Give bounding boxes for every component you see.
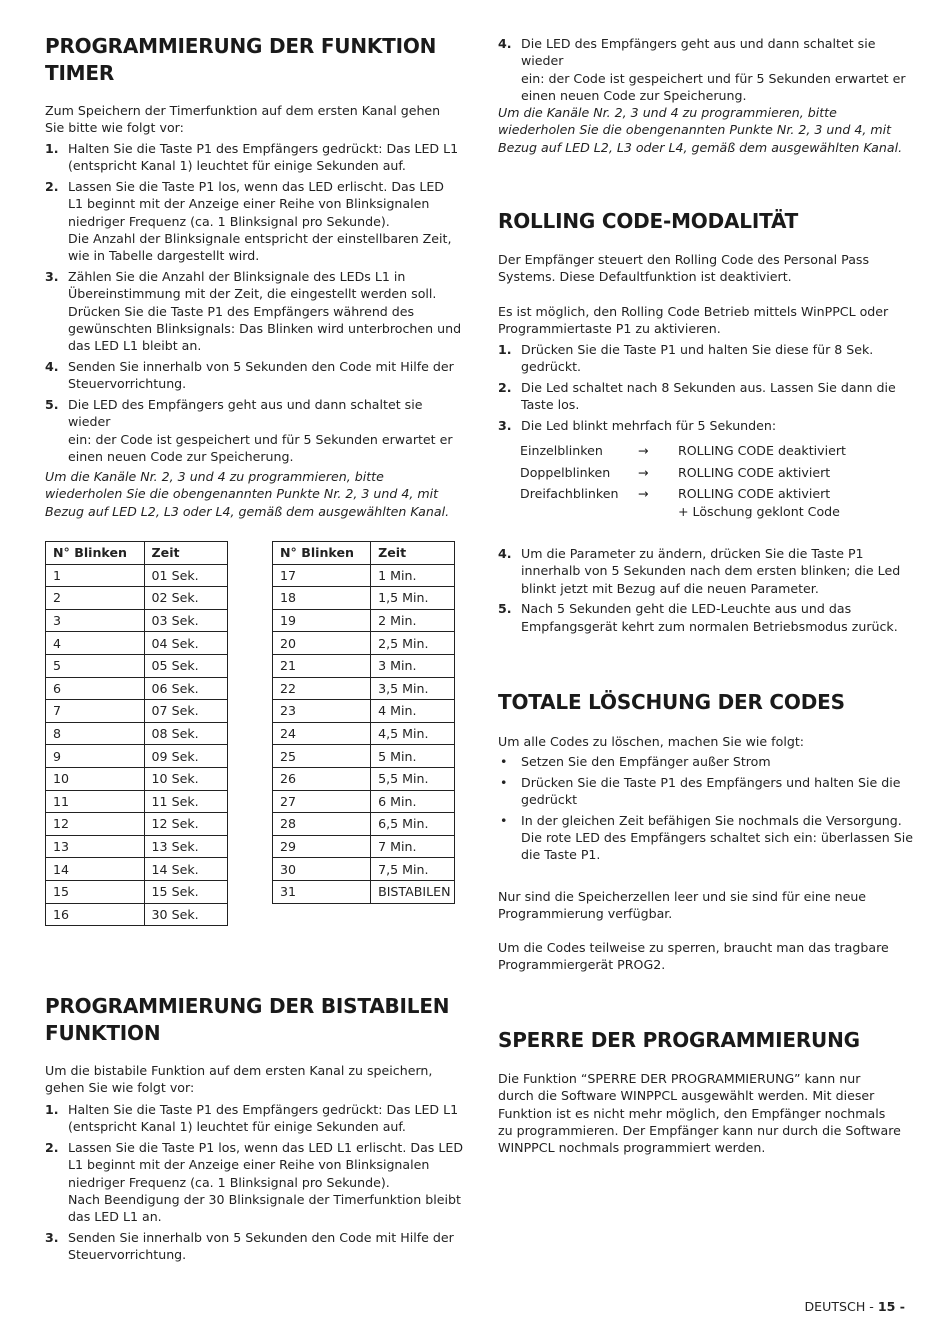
bistable-intro-line1: Um die bistabile Funktion auf dem ersten Kanal zu speichern, <box>45 1063 433 1078</box>
step-number: 3. <box>45 1230 59 1246</box>
text-line: Halten Sie die Taste P1 des Empfängers gedrückt: Das LED L1 <box>68 1102 459 1117</box>
delete-paragraph-2 <box>498 939 918 974</box>
step-item <box>45 140 465 175</box>
text-line: Die Funktion “SPERRE DER PROGRAMMIERUNG” kann nur <box>498 1071 861 1086</box>
blink-count-cell: 16 <box>46 903 145 926</box>
bistable-intro <box>45 1062 465 1097</box>
arrow-right-icon: → <box>638 486 649 502</box>
blink-count-cell: 19 <box>273 609 371 632</box>
timer-heading-line1: PROGRAMMIERUNG DER FUNKTION <box>45 34 437 58</box>
timer-note <box>45 468 465 520</box>
step-item <box>498 600 918 635</box>
step-item <box>498 35 918 104</box>
step-item <box>45 1139 465 1225</box>
time-cell: 06 Sek. <box>144 677 227 700</box>
text-line: wiederholen Sie die obengenannten Punkte Nr. 2, 3 und 4, mit <box>45 486 439 502</box>
time-cell: 4,5 Min. <box>371 722 455 745</box>
step-item <box>45 358 465 393</box>
text-line: Lassen Sie die Taste P1 los, wenn das LED L1 erlischt. Das LED <box>68 1140 464 1156</box>
text-line: einen neuen Code zur Speicherung. <box>68 449 294 465</box>
blink-count-cell: 31 <box>273 880 371 903</box>
table-row <box>46 700 228 723</box>
time-cell: 6,5 Min. <box>371 813 455 836</box>
step-item <box>498 379 918 414</box>
blink-count-cell: 28 <box>273 813 371 836</box>
time-cell: 6 Min. <box>371 790 455 813</box>
text-line: Senden Sie innerhalb von 5 Sekunden den Code mit Hilfe der <box>68 1230 454 1246</box>
time-cell: 04 Sek. <box>144 632 227 655</box>
text-line: gewünschten Blinksignals: Das Blinken wird unterbrochen und <box>68 320 462 336</box>
timer-intro <box>45 102 465 137</box>
blink-count-cell: 30 <box>273 858 371 881</box>
blink-count-cell: 9 <box>46 745 145 768</box>
table-row <box>46 767 228 790</box>
blink-count-cell: 29 <box>273 835 371 858</box>
step-item <box>45 1101 465 1136</box>
text-line: Systems. Diese Defaultfunktion ist deaktiviert. <box>498 269 792 285</box>
text-line: niedriger Frequenz (ca. 1 Blinksignal pro Sekunde). <box>68 213 390 229</box>
blink-count-cell: 22 <box>273 677 371 700</box>
table-row <box>273 790 455 813</box>
text-line: L1 beginnt mit der Anzeige einer Reihe von Blinksignalen <box>68 196 430 212</box>
time-cell: 02 Sek. <box>144 587 227 610</box>
time-cell: 15 Sek. <box>144 880 227 903</box>
step-item <box>45 396 465 465</box>
text-line: Senden Sie innerhalb von 5 Sekunden den Code mit Hilfe der <box>68 359 454 375</box>
blink-table-1 <box>45 541 228 926</box>
step-number: 2. <box>498 380 512 396</box>
table-row <box>273 632 455 655</box>
text-line: + Löschung geklont Code <box>678 503 840 519</box>
blink-count-cell: 17 <box>273 564 371 587</box>
time-cell: 3 Min. <box>371 654 455 677</box>
blink-count-cell: 25 <box>273 745 371 768</box>
rolling-paragraph-1 <box>498 251 918 286</box>
blink-count-cell: 6 <box>46 677 145 700</box>
rolling-paragraph-2 <box>498 303 918 338</box>
timer-intro-line2: Sie bitte wie folgt vor: <box>45 120 184 136</box>
step-item <box>45 178 465 264</box>
time-cell: 03 Sek. <box>144 609 227 632</box>
timer-steps <box>45 140 465 469</box>
table-row <box>273 880 455 903</box>
delete-heading: TOTALE LÖSCHUNG DER CODES <box>498 690 845 714</box>
text-line: Um die Parameter zu ändern, drücken Sie die Taste P1 <box>521 546 864 561</box>
text-line: Taste los. <box>521 397 580 413</box>
time-cell: 1 Min. <box>371 564 455 587</box>
text-line: WINPPCL nochmals programmiert werden. <box>498 1140 766 1156</box>
bistable-heading <box>45 993 465 1047</box>
text-line: Die Anzahl der Blinksignale entspricht der einstellbaren Zeit, <box>68 230 452 246</box>
text-line: durch die Software WINPPCL ausgewählt werden. Mit dieser <box>498 1088 875 1104</box>
text-line: ein: der Code ist gespeichert und für 5 Sekunden erwartet er <box>68 431 453 447</box>
blink-count-cell: 11 <box>46 790 145 813</box>
text-line: Lassen Sie die Taste P1 los, wenn das LED erlischt. Das LED <box>68 179 444 195</box>
text-line: niedriger Frequenz (ca. 1 Blinksignal pro Sekunde). <box>68 1174 390 1190</box>
table-row <box>273 722 455 745</box>
time-cell: 09 Sek. <box>144 745 227 768</box>
time-cell: 08 Sek. <box>144 722 227 745</box>
time-cell: 1,5 Min. <box>371 587 455 610</box>
text-line: wie in Tabelle dargestellt wird. <box>68 248 260 264</box>
blink-count-cell: 24 <box>273 722 371 745</box>
table-row <box>273 564 455 587</box>
bistable-steps <box>45 1101 465 1267</box>
table-row <box>273 700 455 723</box>
text-line: Empfangsgerät kehrt zum normalen Betriebsmodus zurück. <box>521 618 898 634</box>
time-cell: 2,5 Min. <box>371 632 455 655</box>
table-row <box>46 880 228 903</box>
time-cell: 30 Sek. <box>144 903 227 926</box>
blink-count-cell: 23 <box>273 700 371 723</box>
table-row <box>273 767 455 790</box>
blink-count-cell: 7 <box>46 700 145 723</box>
time-cell: 11 Sek. <box>144 790 227 813</box>
blink-table-2 <box>272 541 455 904</box>
text-line: Die Led blinkt mehrfach für 5 Sekunden: <box>521 418 777 434</box>
table-row <box>273 587 455 610</box>
table-row <box>46 677 228 700</box>
bistable-heading-line2: FUNKTION <box>45 1021 161 1045</box>
blink-count-cell: 15 <box>46 880 145 903</box>
table-row <box>273 677 455 700</box>
bistable-heading-line1: PROGRAMMIERUNG DER BISTABILEN <box>45 994 450 1018</box>
blink-count-cell: 4 <box>46 632 145 655</box>
text-line: Der Empfänger steuert den Rolling Code des Personal Pass <box>498 252 870 267</box>
right-top-note <box>498 104 918 156</box>
text-line: Steuervorrichtung. <box>68 1247 187 1263</box>
step-number: 5. <box>45 397 59 413</box>
table-row <box>46 609 228 632</box>
blink-count-cell: 2 <box>46 587 145 610</box>
bistable-intro-line2: gehen Sie wie folgt vor: <box>45 1080 195 1096</box>
table-row <box>46 654 228 677</box>
table-header: Zeit <box>144 542 227 565</box>
text-line: Zählen Sie die Anzahl der Blinksignale des LEDs L1 in <box>68 269 406 285</box>
table-row <box>273 813 455 836</box>
text-line: Nur sind die Speicherzellen leer und sie sind für eine neue <box>498 889 867 904</box>
text-line: Es ist möglich, den Rolling Code Betrieb mittels WinPPCL oder <box>498 304 889 319</box>
text-line: wiederholen Sie die obengenannten Punkte Nr. 2, 3 und 4, mit <box>498 122 892 138</box>
blink-count-cell: 12 <box>46 813 145 836</box>
bullet-item <box>498 753 918 770</box>
text-line: Die Led schaltet nach 8 Sekunden aus. Lassen Sie dann die <box>521 380 896 396</box>
blink-mode-name: Einzelblinken <box>520 443 603 458</box>
step-item <box>45 1229 465 1264</box>
blink-count-cell: 8 <box>46 722 145 745</box>
table-header: N° Blinken <box>46 542 145 565</box>
time-cell: 7,5 Min. <box>371 858 455 881</box>
time-cell: 5,5 Min. <box>371 767 455 790</box>
text-line: Bezug auf LED L2, L3 oder L4, gemäß dem ausgewählten Kanal. <box>498 139 903 155</box>
text-line: Übereinstimmung mit der Zeit, die eingestellt werden soll. <box>68 286 437 302</box>
text-line: Nach 5 Sekunden geht die LED-Leuchte aus und das <box>521 601 852 617</box>
text-line: Um die Kanäle Nr. 2, 3 und 4 zu programmieren, bitte <box>45 469 384 484</box>
blink-count-cell: 27 <box>273 790 371 813</box>
text-line: Um die Kanäle Nr. 2, 3 und 4 zu programmieren, bitte <box>498 105 837 120</box>
step-number: 1. <box>45 1102 59 1117</box>
time-cell: 05 Sek. <box>144 654 227 677</box>
text-line: • In der gleichen Zeit befähigen Sie nochmals die Versorgung. <box>521 812 902 828</box>
text-line: • Setzen Sie den Empfänger außer Strom <box>521 754 771 769</box>
blink-mode-row <box>520 464 900 481</box>
table-header: N° Blinken <box>273 542 371 565</box>
step-item <box>498 417 918 434</box>
lock-heading: SPERRE DER PROGRAMMIERUNG <box>498 1028 860 1052</box>
text-line: Die LED des Empfängers geht aus und dann schaltet sie wieder <box>521 36 876 69</box>
time-cell: BISTABILEN <box>371 880 455 903</box>
step-number: 4. <box>498 36 512 51</box>
table-row <box>46 564 228 587</box>
text-line: Nach Beendigung der 30 Blinksignale der Timerfunktion bleibt <box>68 1191 461 1207</box>
table-row <box>46 858 228 881</box>
step-item <box>498 341 918 376</box>
time-cell: 07 Sek. <box>144 700 227 723</box>
text-line: Steuervorrichtung. <box>68 376 187 392</box>
time-cell: 10 Sek. <box>144 767 227 790</box>
table-row <box>46 813 228 836</box>
right-top-steps <box>498 35 918 108</box>
blink-mode-name: Dreifachblinken <box>520 486 619 502</box>
text-line: ROLLING CODE deaktiviert <box>678 443 846 458</box>
time-cell: 13 Sek. <box>144 835 227 858</box>
step-number: 4. <box>498 546 512 561</box>
text-line: das LED L1 bleibt an. <box>68 338 202 354</box>
table-row <box>273 858 455 881</box>
table-row <box>46 903 228 926</box>
blink-mode-name: Doppelblinken <box>520 464 611 480</box>
text-line: Drücken Sie die Taste P1 und halten Sie diese für 8 Sek. <box>521 342 874 357</box>
text-line: innerhalb von 5 Sekunden nach dem ersten blinken; die Led <box>521 563 901 579</box>
timer-heading <box>45 33 465 87</box>
text-line: ROLLING CODE aktiviert <box>678 464 831 480</box>
lock-paragraph <box>498 1070 918 1156</box>
delete-paragraph-1 <box>498 888 918 923</box>
text-line: (entspricht Kanal 1) leuchtet für einige Sekunden auf. <box>68 1119 406 1135</box>
step-number: 1. <box>45 141 59 156</box>
delete-intro: Um alle Codes zu löschen, machen Sie wie folgt: <box>498 734 804 749</box>
step-number: 1. <box>498 342 512 357</box>
text-line: die Taste P1. <box>521 847 601 863</box>
text-line: einen neuen Code zur Speicherung. <box>521 87 747 103</box>
blink-count-cell: 26 <box>273 767 371 790</box>
time-cell: 7 Min. <box>371 835 455 858</box>
blink-count-cell: 21 <box>273 654 371 677</box>
arrow-right-icon: → <box>638 464 649 480</box>
bullet-item <box>498 774 918 809</box>
text-line: (entspricht Kanal 1) leuchtet für einige Sekunden auf. <box>68 158 406 174</box>
blink-mode-result <box>678 442 846 459</box>
blink-mode-row <box>520 485 900 520</box>
text-line: Bezug auf LED L2, L3 oder L4, gemäß dem ausgewählten Kanal. <box>45 503 450 519</box>
step-number: 3. <box>45 269 59 285</box>
text-line: ein: der Code ist gespeichert und für 5 Sekunden erwartet er <box>521 70 906 86</box>
text-line: Funktion ist es nicht mehr möglich, den Empfänger nochmals <box>498 1105 886 1121</box>
text-line: das LED L1 an. <box>68 1209 162 1225</box>
table-row <box>273 609 455 632</box>
table-row <box>46 745 228 768</box>
blink-mode-result <box>678 464 830 481</box>
timer-intro-line1: Zum Speichern der Timerfunktion auf dem ersten Kanal gehen <box>45 103 441 118</box>
table-row <box>273 745 455 768</box>
text-line: Die rote LED des Empfängers schaltet sich ein: überlassen Sie <box>521 830 914 846</box>
rolling-heading: ROLLING CODE-MODALITÄT <box>498 209 799 233</box>
text-line: Programmiergerät PROG2. <box>498 957 666 973</box>
text-line: Um die Codes teilweise zu sperren, braucht man das tragbare <box>498 940 889 955</box>
text-line: zu programmieren. Der Empfänger kann nur durch die Software <box>498 1122 901 1138</box>
text-line: Programmiertaste P1 zu aktivieren. <box>498 321 721 337</box>
text-line: • Drücken Sie die Taste P1 des Empfängers und halten Sie die <box>521 774 901 790</box>
blink-count-cell: 13 <box>46 835 145 858</box>
blink-count-cell: 5 <box>46 654 145 677</box>
text-line: L1 beginnt mit der Anzeige einer Reihe von Blinksignalen <box>68 1157 430 1173</box>
blink-count-cell: 14 <box>46 858 145 881</box>
footer-language: DEUTSCH - <box>804 1299 878 1314</box>
text-line: Drücken Sie die Taste P1 des Empfängers während des <box>68 303 415 319</box>
step-number: 2. <box>45 179 59 195</box>
delete-bullets <box>498 753 918 867</box>
blink-count-cell: 1 <box>46 564 145 587</box>
blink-mode-row <box>520 442 900 459</box>
table-row <box>273 654 455 677</box>
step-item <box>45 268 465 354</box>
table-row <box>46 835 228 858</box>
table-row <box>46 587 228 610</box>
time-cell: 5 Min. <box>371 745 455 768</box>
rolling-blink-list <box>520 442 900 524</box>
step-number: 5. <box>498 601 512 617</box>
table-row <box>46 722 228 745</box>
time-cell: 14 Sek. <box>144 858 227 881</box>
table-header: Zeit <box>371 542 455 565</box>
text-line: gedrückt <box>521 792 578 808</box>
time-cell: 4 Min. <box>371 700 455 723</box>
text-line: Die LED des Empfängers geht aus und dann schaltet sie wieder <box>68 397 423 430</box>
blink-count-cell: 20 <box>273 632 371 655</box>
table-row <box>46 790 228 813</box>
blink-count-cell: 18 <box>273 587 371 610</box>
page-footer <box>804 1299 905 1314</box>
text-line: gedrückt. <box>521 359 582 375</box>
bullet-item <box>498 812 918 864</box>
step-number: 3. <box>498 418 512 434</box>
text-line: Programmierung verfügbar. <box>498 906 673 922</box>
time-cell: 2 Min. <box>371 609 455 632</box>
page-number: 15 - <box>877 1299 905 1314</box>
blink-count-cell: 10 <box>46 767 145 790</box>
timer-heading-line2: TIMER <box>45 61 115 85</box>
text-line: blinkt jetzt mit Bezug auf die neuen Parameter. <box>521 580 819 596</box>
time-cell: 12 Sek. <box>144 813 227 836</box>
rolling-steps <box>498 341 918 438</box>
arrow-right-icon: → <box>638 443 649 458</box>
time-cell: 3,5 Min. <box>371 677 455 700</box>
text-line: ROLLING CODE aktiviert <box>678 486 831 502</box>
table-row <box>273 835 455 858</box>
step-number: 4. <box>45 359 59 375</box>
blink-mode-result <box>678 485 840 520</box>
blink-count-cell: 3 <box>46 609 145 632</box>
step-item <box>498 545 918 597</box>
table-row <box>46 632 228 655</box>
text-line: Halten Sie die Taste P1 des Empfängers gedrückt: Das LED L1 <box>68 141 459 156</box>
step-number: 2. <box>45 1140 59 1156</box>
time-cell: 01 Sek. <box>144 564 227 587</box>
rolling-steps-continued <box>498 545 918 638</box>
